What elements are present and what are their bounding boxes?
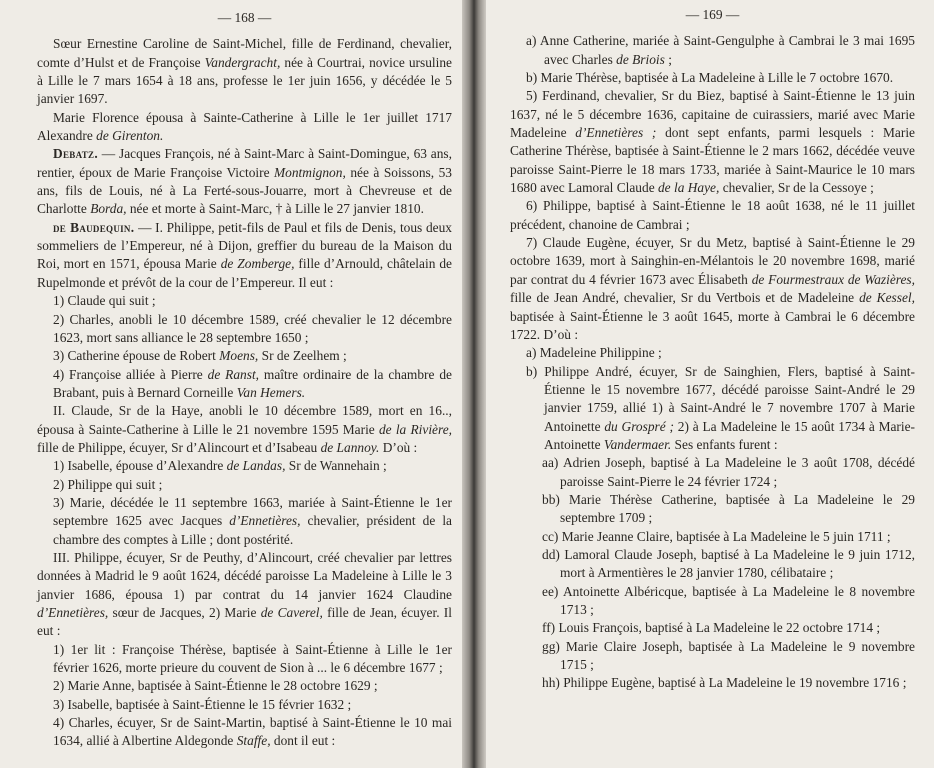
text-run: 1) Isabelle, épouse d’Alexandre (53, 458, 227, 474)
text-run: Sr de Zeelhem ; (258, 348, 347, 364)
text-paragraph (37, 494, 452, 549)
text-run: hh) Philippe Eugène, baptisé à La Madeleine le 19 novembre 1716 ; (542, 675, 907, 691)
text-run: dd) Lamoral Claude Joseph, baptisé à La Madeleine le 9 juin 1712, mort à Armentières le 28 janvier 1780, célibataire ; (542, 546, 915, 581)
text-run: fille de Jean André, chevalier, Sr du Vertbois et de Madeleine (510, 290, 860, 306)
italic-name: de Lannoy. (320, 439, 380, 455)
italic-name: de Briois (616, 51, 665, 67)
text-paragraph (37, 219, 452, 292)
text-run: chevalier, Sr de la Cessoye ; (719, 180, 874, 196)
text-run: 2) Charles, anobli le 10 décembre 1589, créé chevalier le 12 décembre 1623, mort sans alliance le 28 septembre 1650 ; (53, 311, 452, 345)
text-run: a) Madeleine Philippine ; (526, 345, 662, 361)
text-run: née à Soissons, 53 ans, fils de Louis, né à La Ferté-sous-Jouarre, mort à Chevreuse et de Charlotte (37, 164, 452, 217)
text-paragraph (510, 674, 915, 692)
text-run: 3) Marie, décédée le 11 septembre 1663, mariée à Saint-Étienne le 1er septembre 1625 avec Jacques (53, 494, 452, 529)
italic-name: d’Ennetières, (229, 513, 301, 529)
text-run: dont sept enfants, parmi lesquels : Marie Catherine Thérèse, baptisée à Saint-Étienne le 2 mars 1662, décédée veuve paroisse Saint-Pierre le 18 mars 1733, mariée à Saint-Maurice le 10 mars 1680 avec Lamoral Claude (510, 125, 915, 196)
italic-name: de la Rivière, (378, 421, 452, 437)
text-paragraph (510, 363, 915, 455)
text-paragraph (37, 366, 452, 403)
italic-name: d’Ennetières ; (575, 125, 657, 141)
family-name-heading: Debatz. (53, 146, 98, 162)
text-run: — Jacques François, né à Saint-Marc à Saint-Domingue, 63 ans, rentier, époux de Marie Françoise Victoire (37, 146, 452, 180)
italic-name: de la Haye, (657, 180, 720, 196)
text-run: ; (664, 51, 672, 67)
text-paragraph (510, 454, 915, 491)
italic-name: de Fourmestraux de Wazières, (751, 271, 915, 287)
italic-name: Borda, (90, 201, 127, 217)
italic-name: Staffe, (236, 733, 271, 749)
text-run: b) Philippe André, écuyer, Sr de Sainghien, Flers, baptisé à Saint-Étienne le 15 novembre 1677, décédé paroisse Saint-André le 29 janvier 1759, allié 1) à Saint-André le 7 novembre 1707 à Marie Antoinette (526, 363, 915, 434)
text-paragraph (37, 457, 452, 475)
text-run: III. Philippe, écuyer, Sr de Peuthy, d’Alincourt, créé chevalier par lettres données à Madrid le 9 août 1624, décédé paroisse La Madeleine à Lille le 3 janvier 1686, épousa 1) par contrat du 14 janvier 1624 Claudine (37, 549, 452, 602)
italic-name: d’Ennetières, (37, 605, 109, 620)
text-paragraph (37, 696, 452, 714)
text-run: née et morte à Saint-Marc, † à Lille le 27 janvier 1810. (126, 201, 424, 217)
text-paragraph (37, 549, 452, 641)
text-run: 4) Françoise alliée à Pierre (53, 366, 208, 382)
italic-name: Vandermaer. (603, 436, 672, 452)
text-run: a) Anne Catherine, mariée à Saint-Gengulphe à Cambrai le 3 mai 1695 avec Charles (526, 33, 915, 67)
text-run: Marie Florence épousa à Sainte-Catherine à Lille le 1er juillet 1717 Alexandre (37, 109, 452, 144)
italic-name: Moens, (219, 348, 259, 364)
italic-name: de Caverel, (260, 605, 323, 620)
text-paragraph (510, 87, 915, 197)
italic-name: Vandergracht, (204, 54, 281, 70)
left-page (0, 0, 462, 768)
text-run: 7) Claude Eugène, écuyer, Sr du Metz, baptisé à Saint-Étienne le 29 octobre 1639, mort à Sainghin-en-Mélantois le 20 novembre 1698, marié par contrat du 4 février 1673 avec Élisabeth (510, 235, 915, 287)
text-run: II. Claude, Sr de la Haye, anobli le 10 décembre 1589, mort en 16.., épousa à Sainte-Catherine à Lille le 21 novembre 1595 Marie (37, 403, 452, 437)
text-paragraph (37, 311, 452, 348)
page-number: — 168 — (217, 10, 272, 25)
text-run: b) Marie Thérèse, baptisée à La Madeleine à Lille le 7 octobre 1670. (526, 70, 894, 86)
book-gutter (462, 0, 486, 768)
family-name-heading: de Baudequin. (53, 219, 135, 235)
italic-name: de Girenton. (96, 128, 164, 144)
text-run: 2) Marie Anne, baptisée à Saint-Étienne le 28 octobre 1629 ; (53, 678, 378, 694)
text-run: 5) Ferdinand, chevalier, Sr du Biez, baptisé à Saint-Étienne le 13 juin 1637, né le 5 décembre 1636, capitaine de cuirassiers, marié avec Marie Madeleine (510, 88, 915, 141)
text-run: 3) Isabelle, baptisée à Saint-Étienne le 15 février 1632 ; (53, 696, 352, 712)
text-paragraph (510, 344, 915, 362)
text-paragraph (37, 641, 452, 678)
text-paragraph (37, 109, 452, 146)
text-run: dont il eut : (270, 733, 336, 749)
text-paragraph (510, 528, 915, 546)
text-run: aa) Adrien Joseph, baptisé à La Madeleine le 3 août 1708, décédé paroisse Saint-Pierre le 24 février 1724 ; (542, 455, 915, 489)
text-run: 4) Charles, écuyer, Sr de Saint-Martin, baptisé à Saint-Étienne le 10 mai 1634, allié à Albertine Aldegonde (53, 715, 452, 749)
text-run: baptisée à Saint-Étienne le 3 août 1645, morte à Cambrai le 6 décembre 1722. D’où : (510, 308, 915, 342)
italic-name: Montmignon, (274, 164, 346, 180)
italic-name: de Landas, (226, 458, 286, 474)
page-number: — 169 — (685, 7, 740, 22)
italic-name: de Ranst, (207, 366, 260, 382)
page-body (510, 32, 915, 692)
text-run: ff) Louis François, baptisé à La Madeleine le 22 octobre 1714 ; (542, 620, 881, 636)
text-run: 1) Claude qui suit ; (53, 293, 156, 309)
text-paragraph (510, 638, 915, 675)
text-run: Sr de Wannehain ; (285, 458, 387, 474)
text-paragraph (37, 677, 452, 695)
italic-name: Van Hemers. (236, 384, 306, 400)
text-run: — I. Philippe, petit-fils de Paul et fils de Denis, tous deux sommeliers de l’Empereur, né à Dijon, greffier du bureau de la Maison du Roi, mort en 1571, épousa Marie (37, 219, 452, 272)
text-paragraph (510, 491, 915, 528)
text-run: fille d’Arnould, châtelain de Rupelmonde et prévôt de la cour de l’Empereur. Il eut : (37, 256, 452, 290)
text-run: 6) Philippe, baptisé à Saint-Étienne le 18 août 1638, né le 11 juillet précédent, chanoine de Cambrai ; (510, 198, 915, 232)
text-paragraph (37, 402, 452, 457)
text-paragraph (37, 347, 452, 365)
text-paragraph (37, 292, 452, 310)
italic-name: de Kessel, (859, 290, 915, 306)
text-run: Sœur Ernestine Caroline de Saint-Michel, fille de Ferdinand, chevalier, comte d’Hulst et de Françoise (37, 36, 452, 70)
text-run: D’où : (379, 439, 418, 455)
text-paragraph (37, 476, 452, 494)
text-run: sœur de Jacques, 2) Marie (108, 605, 261, 620)
text-paragraph (37, 145, 452, 218)
text-paragraph (510, 619, 915, 637)
text-paragraph (510, 69, 915, 87)
text-run: née à Courtrai, novice ursuline à Lille le 7 mars 1654 à 18 ans, professe le 1er juin 1656, y décédée le 5 janvier 1697. (37, 54, 452, 107)
italic-name: du Grospré ; (604, 418, 674, 434)
text-run: fille de Philippe, écuyer, Sr d’Alincourt et d’Isabeau (37, 439, 321, 455)
text-run: gg) Marie Claire Joseph, baptisée à La Madeleine le 9 novembre 1715 ; (542, 638, 915, 673)
text-paragraph (510, 32, 915, 69)
text-run: Ses enfants furent : (671, 436, 778, 452)
text-run: 3) Catherine épouse de Robert (53, 348, 220, 364)
text-paragraph (510, 197, 915, 234)
text-paragraph (510, 234, 915, 344)
text-run: cc) Marie Jeanne Claire, baptisée à La Madeleine le 5 juin 1711 ; (542, 528, 891, 544)
italic-name: de Zomberge, (220, 256, 295, 272)
text-paragraph (37, 714, 452, 751)
text-paragraph (510, 583, 915, 620)
page-body (37, 35, 452, 750)
text-run: 1) 1er lit : Françoise Thérèse, baptisée à Saint-Étienne à Lille le 1er février 1626, morte prieure du couvent de Sion à ... le 6 décembre 1677 ; (53, 641, 452, 676)
text-paragraph (510, 546, 915, 583)
text-run: bb) Marie Thérèse Catherine, baptisée à La Madeleine le 29 septembre 1709 ; (542, 491, 915, 526)
text-run: maître ordinaire de la chambre de Brabant, puis à Bernard Corneille (53, 366, 452, 400)
text-run: 2) à La Madeleine le 15 août 1734 à Marie-Antoinette (544, 418, 916, 452)
text-paragraph (37, 35, 452, 108)
text-run: 2) Philippe qui suit ; (53, 476, 163, 492)
right-page (486, 0, 934, 768)
text-run: ee) Antoinette Albéricque, baptisée à La Madeleine le 8 novembre 1713 ; (542, 583, 915, 617)
text-run: fille de Jean, écuyer. Il eut : (37, 605, 452, 639)
text-run: chevalier, président de la chambre des comptes à Lille ; dont postérité. (53, 513, 452, 547)
